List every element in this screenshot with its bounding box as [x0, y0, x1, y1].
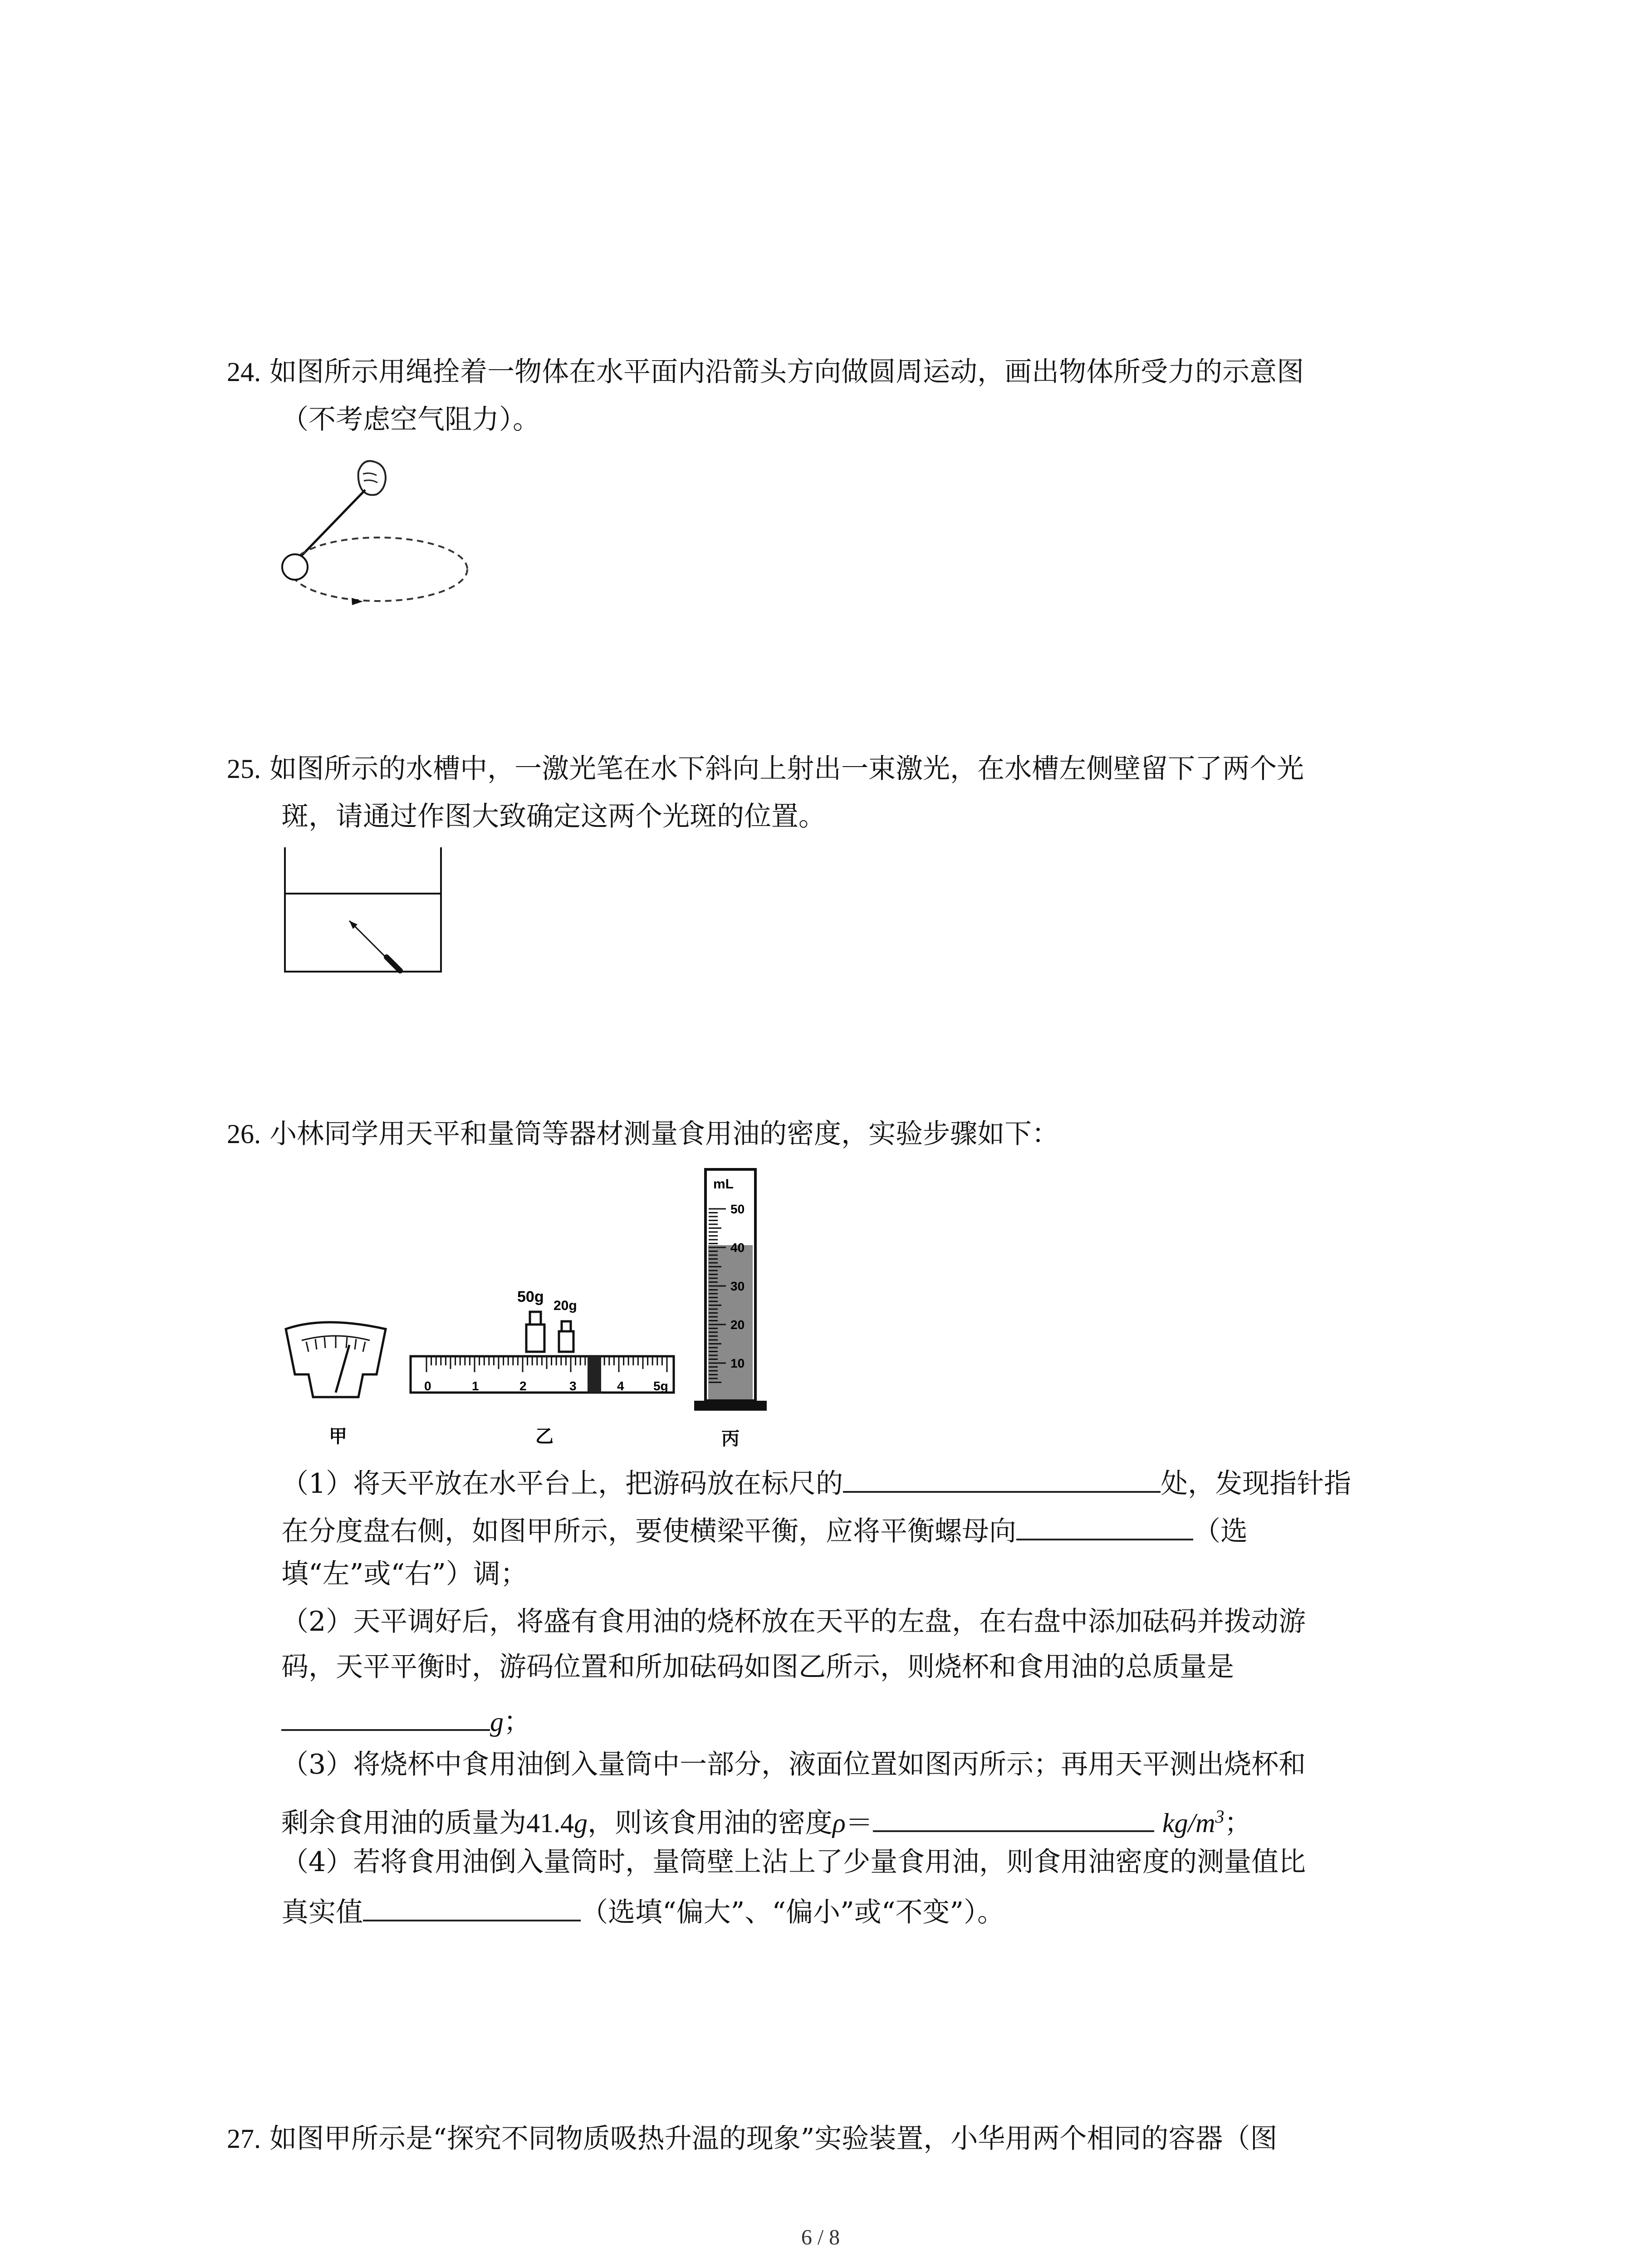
cyl-tick-40: 40 [730, 1241, 745, 1255]
page-number: 6 / 8 [801, 2225, 840, 2249]
q26-p4-text-b: 真实值 [281, 1897, 363, 1928]
ruler-tick-0: 0 [424, 1379, 431, 1393]
ruler-tick-1: 1 [472, 1379, 479, 1393]
q27-number: 27. [227, 2124, 261, 2154]
cylinder-bing [694, 1169, 767, 1449]
q24-line-2: （不考虑空气阻力）。 [281, 404, 540, 435]
ruler-tick-5: 5g [653, 1379, 668, 1393]
object-ball [282, 554, 308, 580]
q26-p1-text-b: 处，发现指针指 [1161, 1468, 1352, 1500]
cyl-tick-10: 10 [730, 1356, 745, 1370]
q24-text-1: 如图所示用绳拴着一物体在水平面内沿箭头方向做圆周运动，画出物体所受力的示意图 [269, 356, 1304, 388]
cyl-tick-30: 30 [730, 1279, 745, 1293]
cyl-tick-50: 50 [730, 1202, 745, 1216]
q26-p1-text-c: 在分度盘右侧，如图甲所示，要使横梁平衡，应将平衡螺母向 [281, 1515, 1016, 1547]
q26-p4-line-1: （4）若将食用油倒入量筒时，量筒壁上沾上了少量食用油，则食用油密度的测量值比 [281, 1846, 1306, 1878]
q24-line-1 [227, 354, 1304, 390]
ruler-tick-4: 4 [617, 1379, 624, 1393]
q27-line-1 [227, 2121, 1277, 2157]
q26-p2-line-1: （2）天平调好后，将盛有食用油的烧杯放在天平的左盘，在右盘中添加砝码并拨动游 [281, 1606, 1306, 1637]
q26-intro: 小林同学用天平和量筒等器材测量食用油的密度，实验步骤如下： [269, 1118, 1059, 1150]
answer-blank-2[interactable] [1016, 1510, 1193, 1540]
q25-line-2: 斑，请通过作图大致确定这两个光斑的位置。 [281, 801, 826, 832]
q26-p3-unit: kg/m [1162, 1808, 1215, 1838]
q26-p2-line-2: 码，天平平衡时，游码位置和所加砝码如图乙所示，则烧杯和食用油的总质量是 [281, 1651, 1234, 1683]
direction-arrow-icon [352, 598, 363, 605]
q26-p1-line-1 [281, 1463, 1351, 1502]
hand-icon [358, 461, 386, 495]
q25-text-1: 如图所示的水槽中，一激光笔在水下斜向上射出一束激光，在水槽左侧壁留下了两个光 [269, 753, 1304, 785]
ruler-tick-3: 3 [569, 1379, 577, 1393]
q26-p3-mass-unit: g [574, 1808, 588, 1838]
answer-blank-1[interactable] [843, 1463, 1161, 1493]
q27-text-1: 如图甲所示是“探究不同物质吸热升温的现象”实验装置，小华用两个相同的容器（图 [269, 2123, 1278, 2155]
q26-p4-line-2 [281, 1892, 1004, 1931]
q25-number: 25. [227, 754, 261, 784]
q26-p3-eq: ＝ [845, 1807, 873, 1839]
label-yi: 乙 [535, 1427, 554, 1447]
ruler-tick-2: 2 [519, 1379, 527, 1393]
q26-p3-end: ； [1224, 1807, 1252, 1839]
q25-figure [281, 844, 445, 975]
q25-line-1 [227, 751, 1304, 787]
label-bing: 丙 [721, 1429, 740, 1449]
q26-p3-mass: 41.4 [526, 1808, 574, 1838]
weight-20 [559, 1331, 573, 1352]
circular-path [290, 538, 467, 601]
weight-50-label: 50g [517, 1288, 544, 1305]
q26-p2-unit: g [490, 1707, 504, 1737]
q26-line-intro [227, 1116, 1059, 1152]
weight-50 [526, 1325, 544, 1352]
q26-p2-end: ； [504, 1706, 531, 1738]
answer-blank-3[interactable] [281, 1701, 490, 1731]
q26-figure [272, 1166, 817, 1456]
q26-p1-text-d: （选 [1193, 1515, 1248, 1547]
answer-blank-5[interactable] [363, 1892, 581, 1921]
string [297, 490, 365, 560]
ruler-yi [411, 1288, 674, 1447]
laser-pen [387, 957, 400, 971]
q26-p4-text-c: （选填“偏大”、“偏小”或“不变”）。 [581, 1897, 1005, 1928]
q26-p3-line-1: （3）将烧杯中食用油倒入量筒中一部分，液面位置如图丙所示；再用天平测出烧杯和 [281, 1749, 1306, 1780]
q26-p3-text-b: 剩余食用油的质量为 [281, 1807, 526, 1839]
cylinder-unit: mL [713, 1177, 734, 1192]
cyl-tick-20: 20 [730, 1318, 745, 1332]
q26-p3-exp: 3 [1215, 1806, 1225, 1827]
q26-number: 26. [227, 1119, 261, 1149]
q26-p3-line-2 [281, 1799, 1251, 1841]
dial-jia [286, 1322, 386, 1447]
q26-p2-line-3 [281, 1701, 531, 1740]
q26-p3-rho: ρ [833, 1808, 846, 1838]
q26-p3-text-c: ，则该食用油的密度 [588, 1807, 833, 1839]
q24-number: 24. [227, 357, 261, 387]
rider [588, 1356, 601, 1393]
label-jia: 甲 [329, 1427, 347, 1447]
q24-figure [272, 454, 481, 626]
weight-20-label: 20g [554, 1298, 577, 1313]
q26-p1-line-3: 填“左”或“右”）调； [281, 1558, 528, 1590]
answer-blank-4[interactable] [873, 1802, 1154, 1832]
q26-p1-text-a: （1）将天平放在水平台上，把游码放在标尺的 [281, 1468, 843, 1500]
q26-p1-line-2 [281, 1510, 1248, 1549]
water-tank [285, 847, 441, 972]
